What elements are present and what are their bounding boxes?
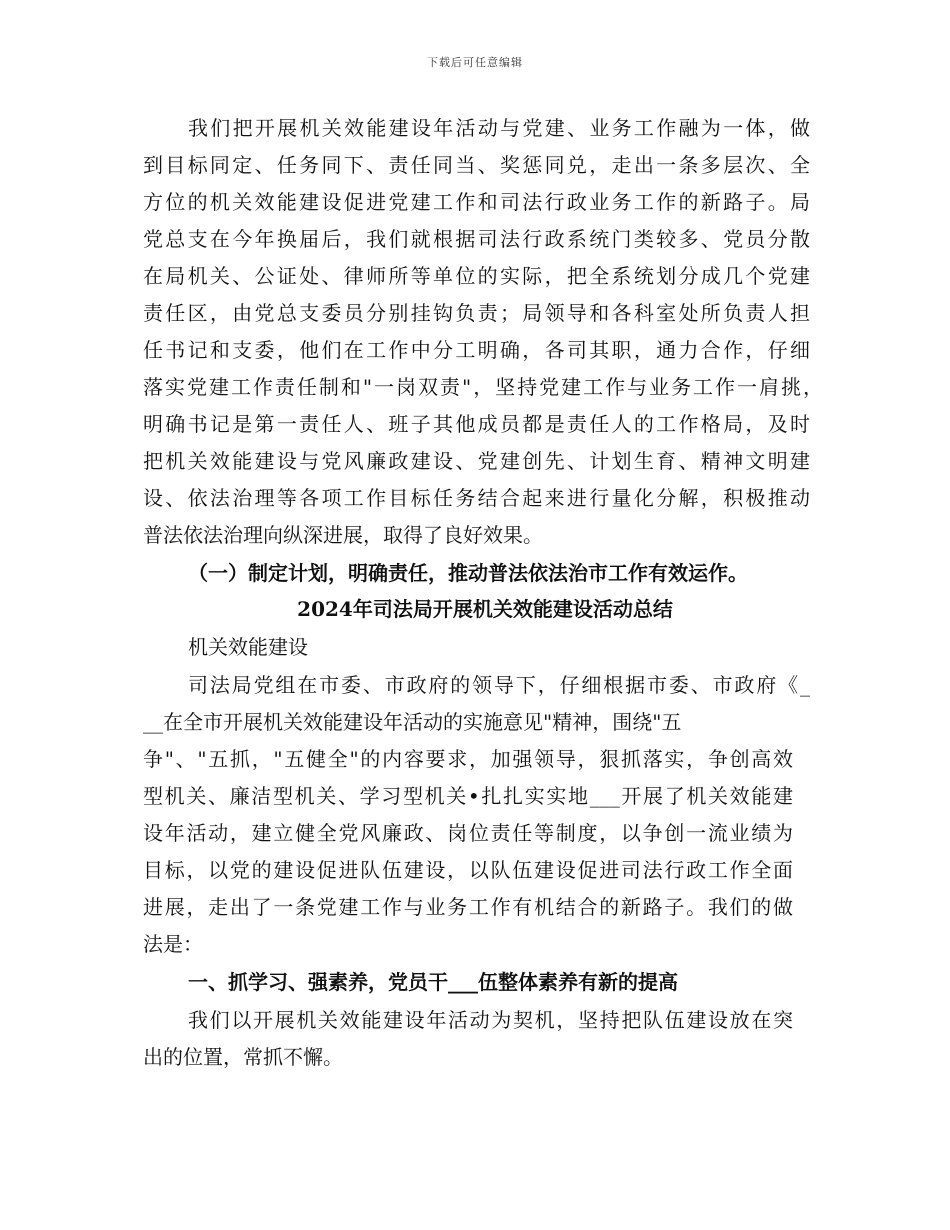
- text-line: 普法依法治理向纵深进展，取得了良好效果。: [143, 523, 543, 547]
- text-line: 在局机关、公证处、律师所等单位的实际，把全系统划分成几个党建: [143, 264, 810, 288]
- text-line: 型机关、廉洁型机关、学习型机关•扎扎实实地___开展了机关效能建: [143, 784, 793, 808]
- text-line: 任书记和支委，他们在工作中分工明确，各司其职，通力合作，仔细: [143, 338, 810, 362]
- text-line: 方位的机关效能建设促进党建工作和司法行政业务工作的新路子。局: [143, 190, 810, 214]
- text-line: 责任区，由党总支委员分别挂钩负责；局领导和各科室处所负责人担: [143, 301, 810, 325]
- text-line: 明确书记是第一责任人、班子其他成员都是责任人的工作格局，及时: [143, 412, 810, 436]
- text-line: 司法局党组在市委、市政府的领导下，仔细根据市委、市政府《_: [188, 673, 810, 697]
- text-line: 到目标同定、任务同下、责任同当、奖惩同兑，走出一条多层次、全: [143, 153, 810, 177]
- text-line: 争"、"五抓，"五健全"的内容要求，加强领导，狠抓落实，争创高效: [143, 747, 793, 771]
- section-heading-2: 一、抓学习、强素养，党员干___伍整体素养有新的提高: [188, 970, 678, 994]
- header-note: 下载后可任意编辑: [427, 56, 523, 69]
- text-line: 出的位置，常抓不懈。: [143, 1045, 343, 1069]
- text-line: __在全市开展机关效能建设年活动的实施意见"精神，围绕"五: [143, 710, 682, 734]
- text-line: 设年活动，建立健全党风廉政、岗位责任等制度，以争创一流业绩为: [143, 821, 793, 845]
- text-line: 把机关效能建设与党风廉政建设、党建创先、计划生育、精神文明建: [143, 449, 810, 473]
- document-subtitle: 机关效能建设: [188, 635, 308, 659]
- section-heading-1: （一）制定计划，明确责任，推动普法依法治市工作有效运作。: [188, 561, 748, 585]
- text-line: 我们把开展机关效能建设年活动与党建、业务工作融为一体，做: [188, 116, 810, 140]
- text-line: 进展，走出了一条党建工作与业务工作有机结合的新路子。我们的做: [143, 895, 793, 919]
- text-line: 法是：: [143, 932, 203, 956]
- text-line: 党总支在今年换届后，我们就根据司法行政系统门类较多、党员分散: [143, 227, 810, 251]
- text-line: 落实党建工作责任制和"一岗双责"，坚持党建工作与业务工作一肩挑，: [143, 375, 823, 399]
- text-line: 设、依法治理等各项工作目标任务结合起来进行量化分解，积极推动: [143, 486, 810, 510]
- text-line: 我们以开展机关效能建设年活动为契机，坚持把队伍建设放在突: [188, 1008, 793, 1032]
- text-line: 目标，以党的建设促进队伍建设，以队伍建设促进司法行政工作全面: [143, 858, 793, 882]
- document-title: 2024年司法局开展机关效能建设活动总结: [297, 597, 673, 621]
